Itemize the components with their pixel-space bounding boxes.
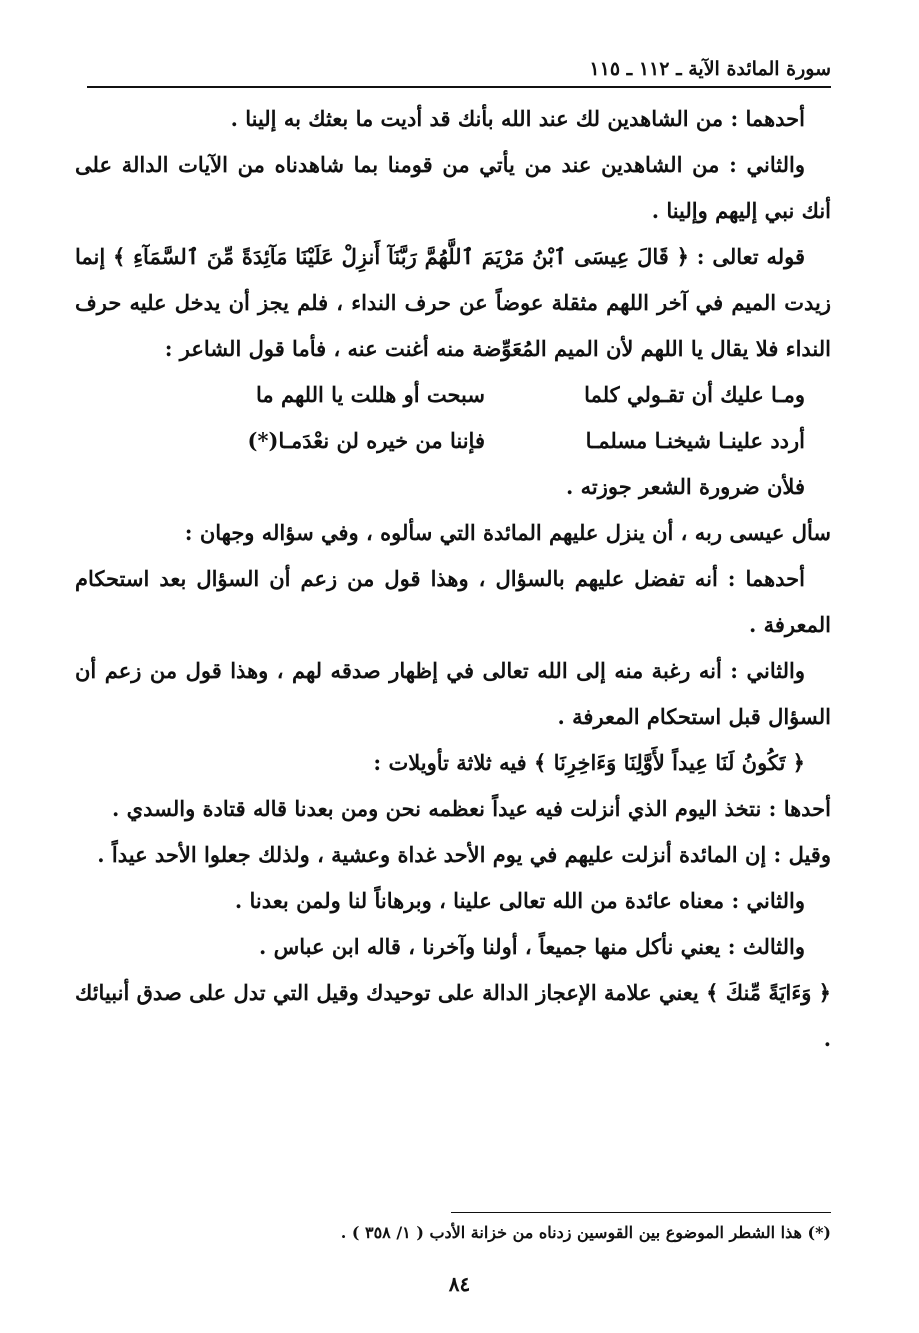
poem-line-2-first-hemistich: أردد علينـا شيخنـا مسلمـا: [585, 428, 805, 453]
paragraph-sign-verse: ﴿ وَءَايَةً مِّنكَ ﴾ يعني علامة الإعجاز الدالة على توحيدك وقيل التي تدل على صدق أنبيائك .: [75, 980, 831, 1051]
poem-line-2-second-hemistich: فإننا من خيره لن نعْدَمـا(*): [247, 428, 485, 453]
main-text: [75, 96, 831, 1062]
page-number: ٨٤: [448, 1272, 471, 1296]
footnote: (*) هذا الشطر الموضوع بين القوسين زدناه من خزانة الأدب ( ١/ ٣٥٨ ) .: [340, 1223, 831, 1242]
paragraph-first-interpretation: أحدها : نتخذ اليوم الذي أنزلت فيه عيداً نعظمه نحن ومن بعدنا قاله قتادة والسدي .: [112, 796, 831, 821]
poem-block: [75, 372, 831, 464]
paragraph-second-interpretation: والثاني : معناه عائدة من الله تعالى علينا ، وبرهاناً لنا ولمن بعدنا .: [234, 888, 805, 913]
paragraph-eid-verse: ﴿ تَكُونُ لَنَا عِيداً لأَوَّلِنَا وَءَاخِرِنَا ﴾ فيه ثلاثة تأويلات :: [373, 750, 805, 775]
paragraph-second-meaning: والثاني : من الشاهدين عند من يأتي من قومنا بما شاهدناه من الآيات الدالة على أنك نبي إليهم وإلينا .: [75, 152, 831, 223]
poem-line-1-first-hemistich: ومـا عليك أن تقـولي كلما: [584, 382, 805, 407]
paragraph-poetic-necessity: فلأن ضرورة الشعر جوزته .: [565, 474, 805, 499]
poem-line-1: [75, 372, 831, 418]
paragraph-second-aspect: والثاني : أنه رغبة منه إلى الله تعالى في إظهار صدقه لهم ، وهذا قول من زعم أن السؤال قبل استحكام المعرفة .: [75, 658, 831, 729]
poem-line-1-second-hemistich: سبحت أو هللت يا اللهم ما: [256, 382, 485, 407]
paragraph-isa-asked: سأل عيسى ربه ، أن ينزل عليهم المائدة التي سألوه ، وفي سؤاله وجهان :: [184, 520, 831, 545]
running-header: [87, 54, 831, 88]
footnote-divider: [451, 1212, 831, 1213]
paragraph-first-meaning: أحدهما : من الشاهدين لك عند الله بأنك قد أديت ما بعثك به إلينا .: [230, 106, 805, 131]
paragraph-third-interpretation: والثالث : يعني نأكل منها جميعاً ، أولنا وآخرنا ، قاله ابن عباس .: [259, 934, 805, 959]
header-title: سورة المائدة الآية ـ ١١٢ ـ ١١٥: [589, 58, 831, 80]
paragraph-first-aspect: أحدهما : أنه تفضل عليهم بالسؤال ، وهذا قول من زعم أن السؤال بعد استحكام المعرفة .: [75, 566, 831, 637]
paragraph-verse-commentary: قوله تعالى : ﴿ قَالَ عِيسَى ٱبْنُ مَرْيَمَ ٱللَّهُمَّ رَبَّنَآ أَنزِلْ عَلَيْنَا مَآئِدَةً مِّنَ ٱلسَّمَآءِ ﴾ إنما زيدت الميم في آخر اللهم مثقلة عوضاً عن حرف النداء ، فلم يجز أن يدخل عليه حرف النداء فلا يقال يا اللهم لأن الميم المُعَوِّضة منه أغنت عنه ، فأما قول الشاعر :: [75, 244, 831, 361]
poem-line-2: [75, 418, 831, 464]
paragraph-sunday-opinion: وقيل : إن المائدة أنزلت عليهم في يوم الأحد غداة وعشية ، ولذلك جعلوا الأحد عيداً .: [97, 842, 831, 867]
